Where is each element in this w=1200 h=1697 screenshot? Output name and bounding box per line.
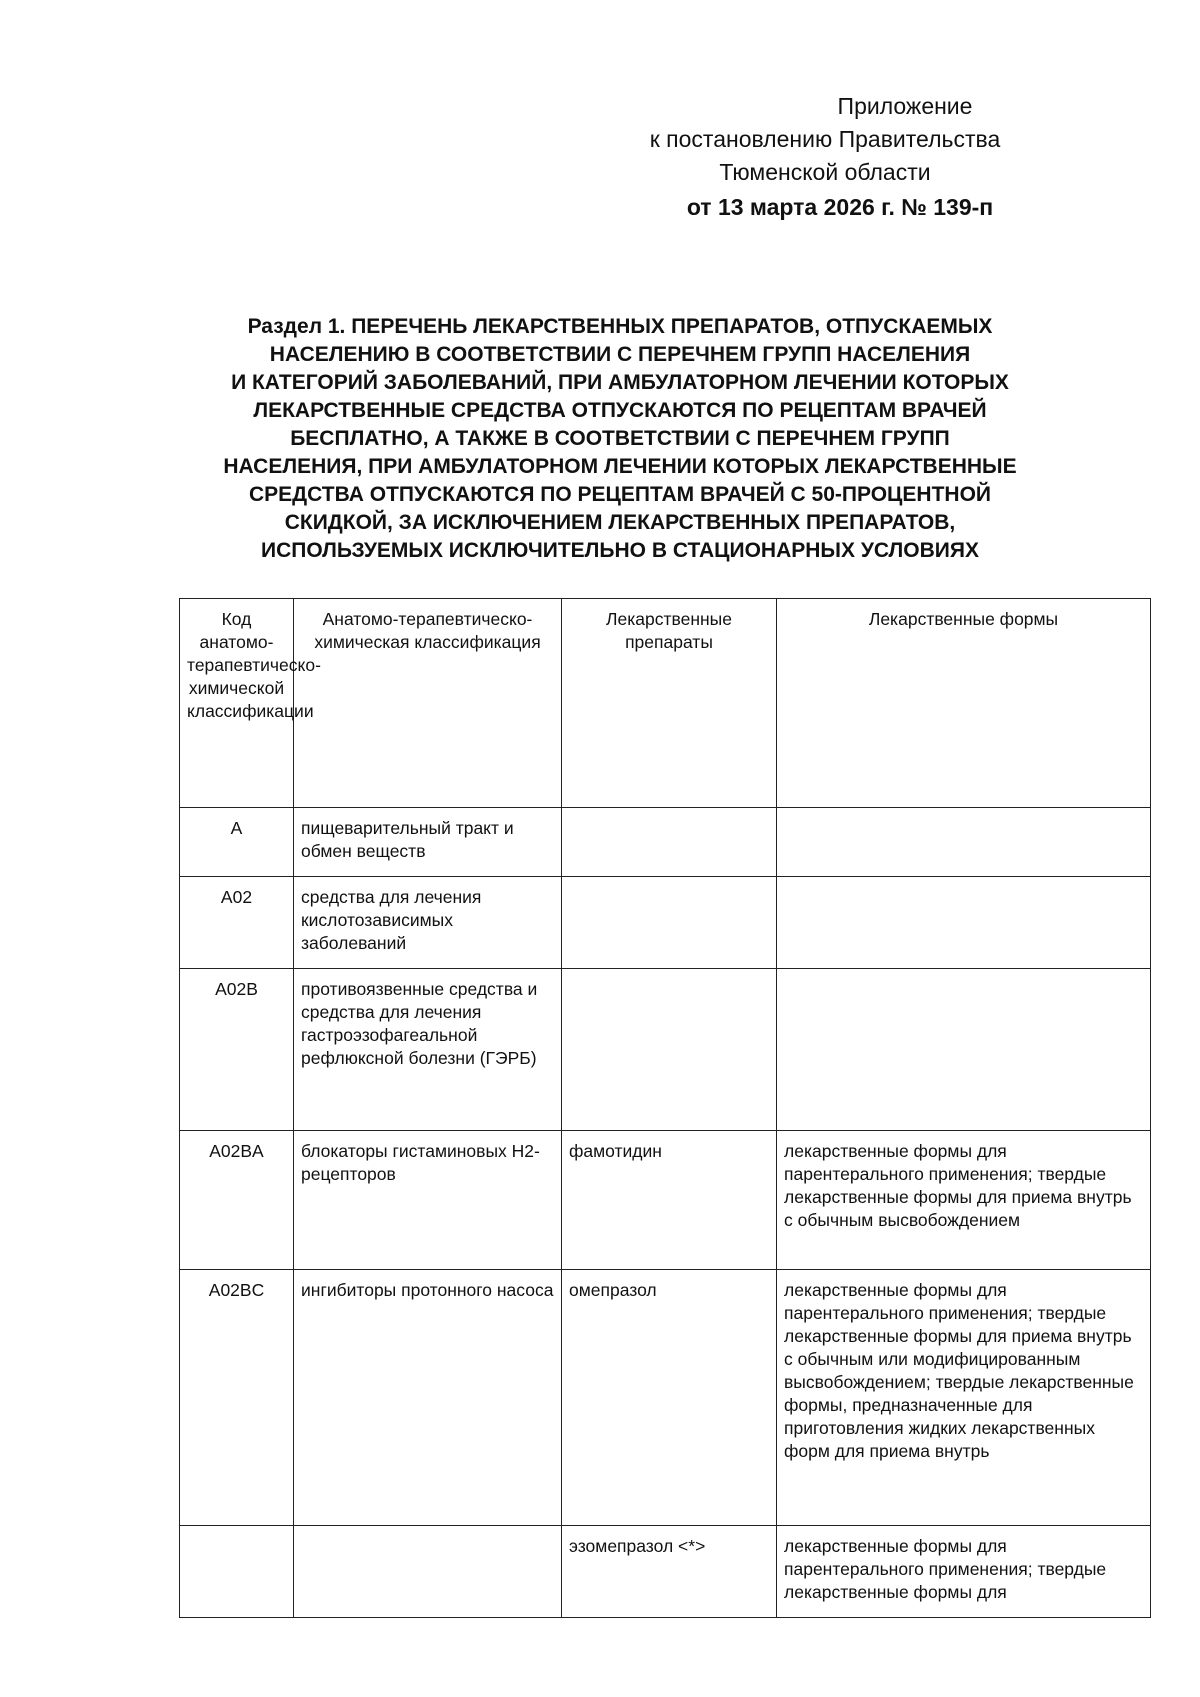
atc-code: A02 bbox=[180, 877, 294, 969]
header-drugs: Лекарственные препараты bbox=[562, 599, 777, 808]
table-header-row bbox=[180, 599, 1151, 808]
atc-code: A02BC bbox=[180, 1270, 294, 1526]
table-row bbox=[180, 1131, 1151, 1270]
dosage-forms bbox=[777, 877, 1151, 969]
atc-code bbox=[180, 1526, 294, 1618]
table-row bbox=[180, 1526, 1151, 1618]
atc-classification bbox=[294, 1526, 562, 1618]
dosage-forms bbox=[777, 969, 1151, 1131]
header-dosage-forms: Лекарственные формы bbox=[777, 599, 1151, 808]
table-row bbox=[180, 969, 1151, 1131]
table-row bbox=[180, 808, 1151, 877]
atc-code: A bbox=[180, 808, 294, 877]
appendix-date-number: от 13 марта 2026 г. № 139-п bbox=[686, 194, 994, 220]
dosage-forms: лекарственные формы для парентерального применения; твердые лекарственные формы для bbox=[777, 1526, 1151, 1618]
atc-code: A02B bbox=[180, 969, 294, 1131]
dosage-forms: лекарственные формы для парентерального применения; твердые лекарственные формы для приема внутрь с обычным или модифицированным высвобождением; твердые лекарственные формы, предназначенные для приготовления жидких лекарственных форм для приема внутрь bbox=[777, 1270, 1151, 1526]
atc-classification: средства для лечения кислотозависимых заболеваний bbox=[294, 877, 562, 969]
dosage-forms: лекарственные формы для парентерального применения; твердые лекарственные формы для приема внутрь с обычным высвобождением bbox=[777, 1131, 1151, 1270]
atc-classification: блокаторы гистаминовых H2-рецепторов bbox=[294, 1131, 562, 1270]
atc-classification: ингибиторы протонного насоса bbox=[294, 1270, 562, 1526]
dosage-forms bbox=[777, 808, 1151, 877]
table-row bbox=[180, 877, 1151, 969]
drug-name: омепразол bbox=[562, 1270, 777, 1526]
atc-classification: пищеварительный тракт и обмен веществ bbox=[294, 808, 562, 877]
header-atc-code: Код анатомо-терапевтическо-химической классификации bbox=[180, 599, 294, 808]
appendix-header bbox=[649, 90, 1150, 224]
atc-code: A02BA bbox=[180, 1131, 294, 1270]
table-row bbox=[180, 1270, 1151, 1526]
atc-classification: противоязвенные средства и средства для лечения гастроэзофагеальной рефлюксной болезни (ГЭРБ) bbox=[294, 969, 562, 1131]
drug-name: фамотидин bbox=[562, 1131, 777, 1270]
drug-name bbox=[562, 808, 777, 877]
header-atc-classification: Анатомо-терапевтическо-химическая классификация bbox=[294, 599, 562, 808]
drug-name bbox=[562, 877, 777, 969]
drug-list-table bbox=[179, 598, 1151, 1618]
drug-name: эзомепразол <*> bbox=[562, 1526, 777, 1618]
appendix-decree: к постановлению Правительства bbox=[649, 126, 1001, 152]
appendix-region: Тюменской области bbox=[719, 159, 931, 185]
section-title: Раздел 1. ПЕРЕЧЕНЬ ЛЕКАРСТВЕННЫХ ПРЕПАРАТОВ, ОТПУСКАЕМЫХ НАСЕЛЕНИЮ В СООТВЕТСТВИИ С ПЕРЕЧНЕМ ГРУПП НАСЕЛЕНИЯ И КАТЕГОРИЙ ЗАБОЛЕВАНИЙ, ПРИ АМБУЛАТОРНОМ ЛЕЧЕНИИ КОТОРЫХ ЛЕКАРСТВЕННЫЕ СРЕДСТВА ОТПУСКАЮТСЯ ПО РЕЦЕПТАМ ВРАЧЕЙ БЕСПЛАТНО, А ТАКЖЕ В СООТВЕТСТВИИ С ПЕРЕЧНЕМ ГРУПП НАСЕЛЕНИЯ, ПРИ АМБУЛАТОРНОМ ЛЕЧЕНИИ КОТОРЫХ ЛЕКАРСТВЕННЫЕ СРЕДСТВА ОТПУСКАЮТСЯ ПО РЕЦЕПТАМ ВРАЧЕЙ С 50-ПРОЦЕНТНОЙ СКИДКОЙ, ЗА ИСКЛЮЧЕНИЕМ ЛЕКАРСТВЕННЫХ ПРЕПАРАТОВ, ИСПОЛЬЗУЕМЫХ ИСКЛЮЧИТЕЛЬНО В СТАЦИОНАРНЫХ УСЛОВИЯХ bbox=[223, 315, 1017, 562]
appendix-label: Приложение bbox=[837, 93, 973, 119]
drug-name bbox=[562, 969, 777, 1131]
